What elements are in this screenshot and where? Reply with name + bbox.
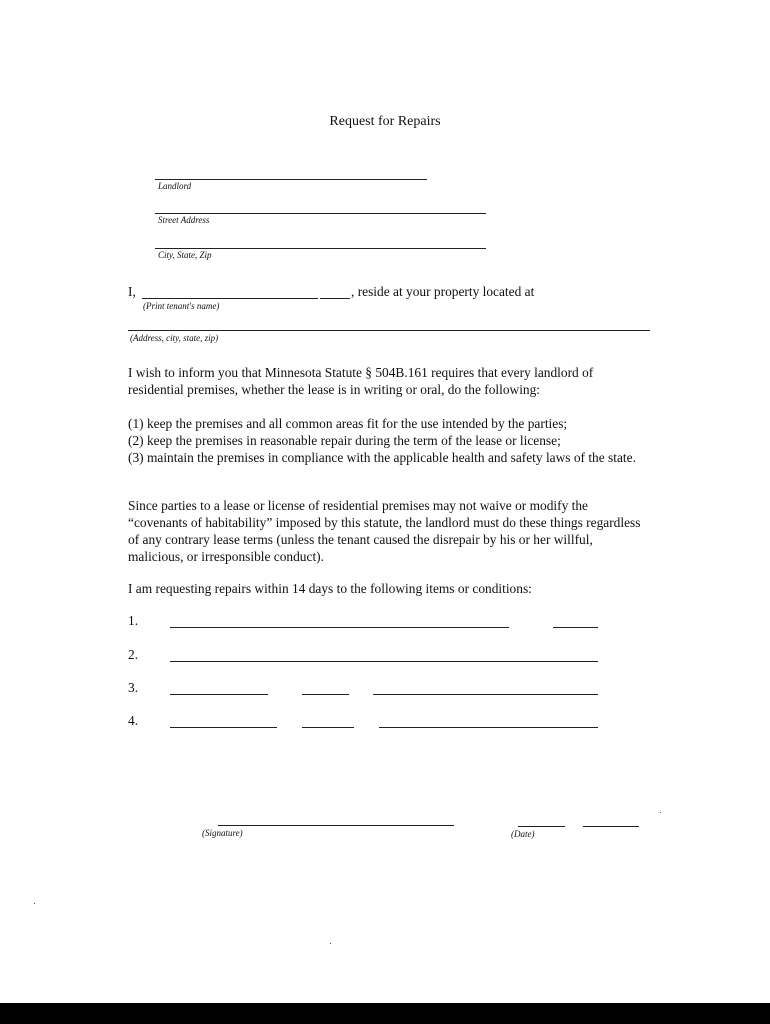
duties-list (128, 415, 648, 466)
date-line-a[interactable] (518, 826, 565, 827)
tenant-suffix: , reside at your property located at (351, 284, 535, 299)
repair-item-4-line-b[interactable] (302, 727, 354, 728)
repair-item-4-line-a[interactable] (170, 727, 277, 728)
repair-item-number-3: 3. (128, 680, 139, 695)
repair-item-1-line[interactable] (170, 627, 509, 628)
tenant-prefix: I, (128, 284, 136, 299)
street-address-line[interactable] (155, 213, 486, 214)
intro-text: I wish to inform you that Minnesota Statute § 504B.161 requires that every landlord of residential premises, whether the lease is in writing or oral, do the following: (128, 365, 594, 397)
landlord-line[interactable] (155, 179, 427, 180)
tenant-address-line[interactable] (128, 330, 650, 331)
repair-item-number-4: 4. (128, 713, 139, 728)
repair-item-1-short-line[interactable] (553, 627, 598, 628)
date-caption: (Date) (511, 829, 535, 839)
request-text: I am requesting repairs within 14 days to the following items or conditions: (128, 581, 532, 596)
tenant-name-caption: (Print tenant's name) (143, 301, 220, 311)
scan-speck (34, 903, 35, 904)
landlord-label: Landlord (158, 181, 192, 191)
date-line-b[interactable] (583, 826, 639, 827)
city-state-zip-label: City, State, Zip (158, 250, 212, 260)
scan-speck (330, 943, 331, 944)
repair-item-3-line-a[interactable] (170, 694, 268, 695)
duty-3: (3) maintain the premises in compliance with the applicable health and safety laws of the state. (128, 450, 636, 465)
waiver-paragraph (128, 497, 646, 565)
scan-speck (660, 812, 661, 813)
tenant-name-line[interactable] (142, 298, 318, 299)
street-address-label: Street Address (158, 215, 210, 225)
repair-item-3-line-b[interactable] (302, 694, 349, 695)
request-paragraph (128, 580, 648, 597)
scan-bottom-border (0, 1003, 770, 1024)
repair-item-number-1: 1. (128, 613, 139, 628)
repair-item-4-line-c[interactable] (379, 727, 598, 728)
tenant-name-line-end[interactable] (320, 298, 350, 299)
document-title: Request for Repairs (329, 114, 441, 129)
tenant-address-caption: (Address, city, state, zip) (130, 333, 219, 343)
signature-caption: (Signature) (202, 828, 243, 838)
duty-2: (2) keep the premises in reasonable repair during the term of the lease or license; (128, 433, 561, 448)
intro-paragraph (128, 364, 638, 398)
city-state-zip-line[interactable] (155, 248, 486, 249)
repair-item-number-2: 2. (128, 647, 139, 662)
duty-1: (1) keep the premises and all common areas fit for the use intended by the parties; (128, 416, 568, 431)
signature-line[interactable] (218, 825, 454, 826)
waiver-text: Since parties to a lease or license of residential premises may not waive or modify the “covenants of habitability” imposed by this statute, the landlord must do these things regardless of any contrary lease terms (unless the tenant caused the disrepair by his or her willful, malicious, or irresponsible conduct). (128, 498, 641, 564)
repair-item-2-line[interactable] (170, 661, 598, 662)
repair-item-3-line-c[interactable] (373, 694, 598, 695)
